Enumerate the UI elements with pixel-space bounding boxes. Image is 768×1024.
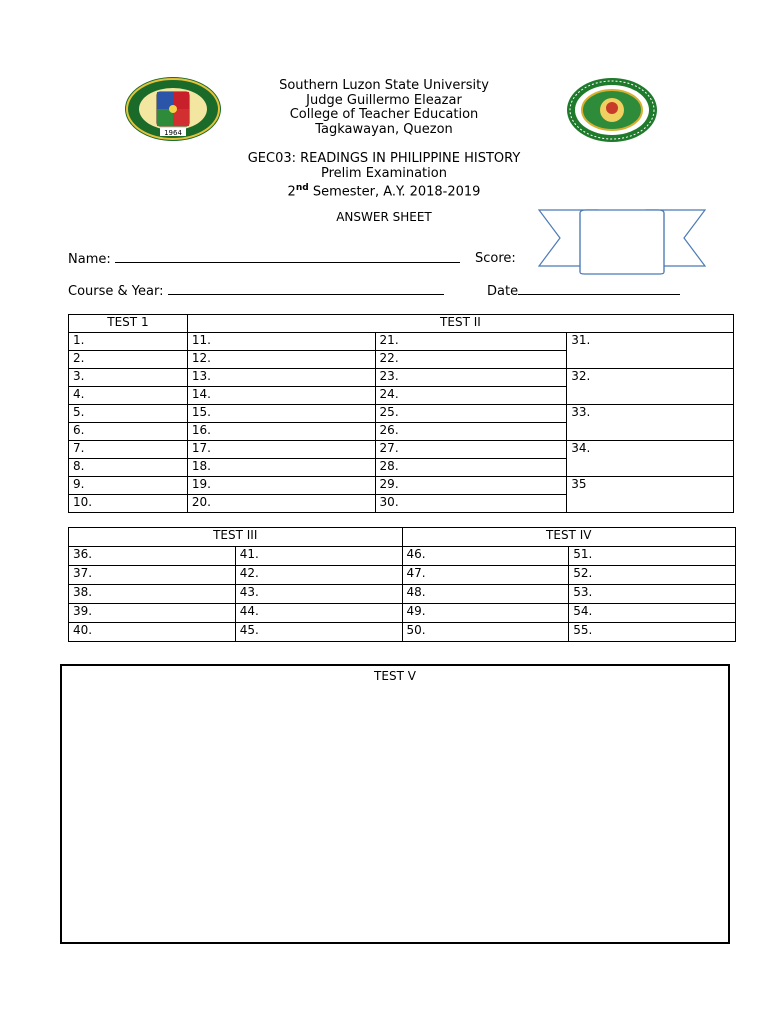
answer-cell[interactable]: 17. [187, 441, 375, 459]
answer-cell[interactable]: 10. [69, 495, 188, 513]
answer-cell[interactable]: 2. [69, 351, 188, 369]
answer-cell[interactable]: 15. [187, 405, 375, 423]
answer-cell[interactable]: 49. [402, 604, 569, 623]
answer-cell[interactable]: 18. [187, 459, 375, 477]
course-year-label: Course & Year: [68, 284, 164, 299]
answer-cell[interactable]: 31. [567, 333, 734, 369]
answer-cell[interactable]: 26. [375, 423, 567, 441]
answer-cell[interactable]: 44. [235, 604, 402, 623]
answer-cell[interactable]: 23. [375, 369, 567, 387]
test3-header: TEST III [69, 528, 403, 547]
answer-cell[interactable]: 35 [567, 477, 734, 513]
name-field [68, 251, 460, 267]
answer-cell[interactable]: 34. [567, 441, 734, 477]
campus-name: Judge Guillermo Eleazar [306, 92, 462, 108]
answer-sheet-title: ANSWER SHEET [336, 210, 432, 224]
score-label: Score: [475, 251, 516, 266]
answer-cell[interactable]: 45. [235, 623, 402, 642]
answer-cell[interactable]: 39. [69, 604, 236, 623]
semester-line: 2nd Semester, A.Y. 2018-2019 [287, 183, 481, 200]
college-name: College of Teacher Education [289, 107, 479, 122]
answer-cell[interactable]: 20. [187, 495, 375, 513]
answer-cell[interactable]: 55. [569, 623, 736, 642]
answer-cell[interactable]: 13. [187, 369, 375, 387]
answer-cell[interactable]: 46. [402, 547, 569, 566]
test5-answer-box[interactable] [60, 664, 730, 944]
answer-cell[interactable]: 3. [69, 369, 188, 387]
answer-cell[interactable]: 11. [187, 333, 375, 351]
answer-cell[interactable]: 33. [567, 405, 734, 441]
answer-cell[interactable]: 42. [235, 566, 402, 585]
answer-cell[interactable]: 28. [375, 459, 567, 477]
answer-cell[interactable]: 19. [187, 477, 375, 495]
answer-cell[interactable]: 24. [375, 387, 567, 405]
answer-cell[interactable]: 8. [69, 459, 188, 477]
answer-cell[interactable]: 30. [375, 495, 567, 513]
answer-cell[interactable]: 14. [187, 387, 375, 405]
answer-cell[interactable]: 29. [375, 477, 567, 495]
answer-cell[interactable]: 43. [235, 585, 402, 604]
answer-cell[interactable]: 32. [567, 369, 734, 405]
answer-cell[interactable]: 54. [569, 604, 736, 623]
test2-header: TEST II [187, 315, 733, 333]
answer-cell[interactable]: 5. [69, 405, 188, 423]
answer-cell[interactable]: 38. [69, 585, 236, 604]
answer-cell[interactable]: 41. [235, 547, 402, 566]
answer-cell[interactable]: 27. [375, 441, 567, 459]
date-label: Date [487, 284, 519, 299]
answer-cell[interactable]: 48. [402, 585, 569, 604]
answer-cell[interactable]: 12. [187, 351, 375, 369]
test5-header: TEST V [374, 669, 416, 683]
university-name: Southern Luzon State University [279, 78, 489, 93]
answer-cell[interactable]: 6. [69, 423, 188, 441]
test1-header: TEST 1 [69, 315, 188, 333]
score-banner-icon [538, 208, 706, 276]
answer-cell[interactable]: 50. [402, 623, 569, 642]
answer-cell[interactable]: 16. [187, 423, 375, 441]
answer-cell[interactable]: 4. [69, 387, 188, 405]
exam-header [0, 152, 768, 200]
answer-cell[interactable]: 51. [569, 547, 736, 566]
answer-cell[interactable]: 25. [375, 405, 567, 423]
date-input-line[interactable] [518, 283, 680, 295]
test1-test2-table [68, 314, 734, 513]
test4-header: TEST IV [402, 528, 736, 547]
course-year-input-line[interactable] [168, 283, 444, 295]
exam-name: Prelim Examination [321, 165, 447, 181]
name-label: Name: [68, 252, 111, 267]
answer-cell[interactable]: 1. [69, 333, 188, 351]
answer-cell[interactable]: 36. [69, 547, 236, 566]
answer-cell[interactable]: 40. [69, 623, 236, 642]
answer-cell[interactable]: 21. [375, 333, 567, 351]
course-year-field [68, 283, 444, 299]
seal-year: 1964 [164, 129, 182, 137]
document-header [0, 79, 768, 137]
answer-cell[interactable]: 9. [69, 477, 188, 495]
name-input-line[interactable] [115, 251, 460, 263]
answer-cell[interactable]: 22. [375, 351, 567, 369]
answer-cell[interactable]: 52. [569, 566, 736, 585]
answer-cell[interactable]: 37. [69, 566, 236, 585]
location: Tagkawayan, Quezon [315, 121, 453, 137]
test3-test4-table [68, 527, 736, 642]
date-field [487, 283, 680, 299]
answer-cell[interactable]: 7. [69, 441, 188, 459]
answer-cell[interactable]: 53. [569, 585, 736, 604]
answer-cell[interactable]: 47. [402, 566, 569, 585]
course-title: GEC03: READINGS IN PHILIPPINE HISTORY [247, 151, 521, 166]
